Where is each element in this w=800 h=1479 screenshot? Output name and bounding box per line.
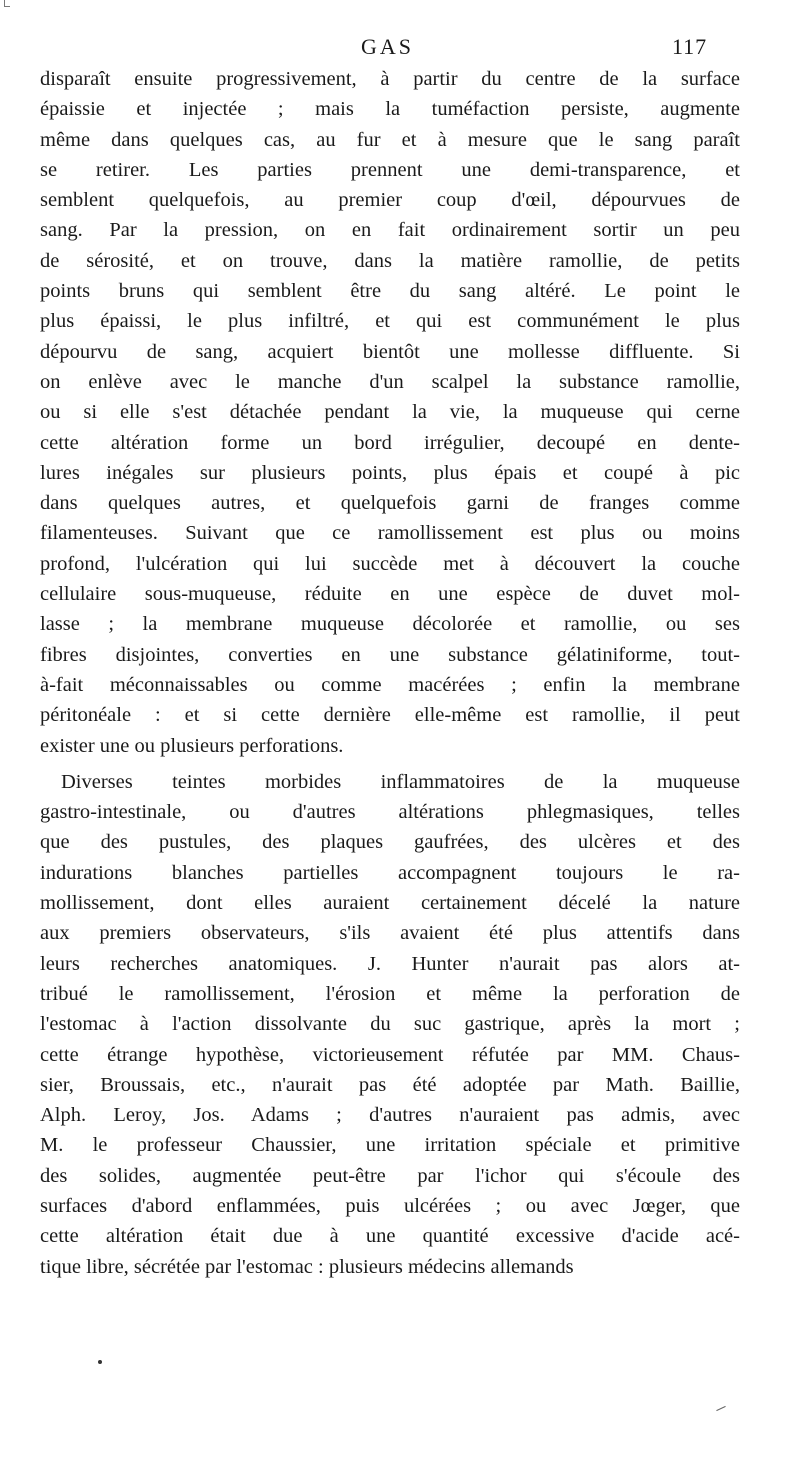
text-line: disparaît ensuite progressivement, à partir du centre de la surface — [40, 68, 740, 90]
text-line: cellulaire sous-muqueuse, réduite en une espèce de duvet mol- — [40, 583, 740, 606]
text-line: lasse ; la membrane muqueuse décolorée et ramollie, ou ses — [40, 613, 740, 636]
text-line: gastro-intestinale, ou d'autres altérations phlegmasiques, telles — [40, 801, 740, 824]
text-line: à-fait méconnaissables ou comme macérées ; enfin la membrane — [40, 673, 740, 696]
text-line: cette altération forme un bord irrégulier, decoupé en dente- — [40, 431, 740, 454]
ink-speck — [716, 1406, 725, 1411]
text-line: même dans quelques cas, au fur et à mesure que le sang paraît — [40, 128, 740, 151]
text-line: indurations blanches partielles accompagnent toujours le ra- — [40, 861, 740, 884]
text-line: sang. Par la pression, on en fait ordinairement sortir un peu — [40, 219, 740, 242]
body-text — [40, 64, 740, 1282]
text-line: aux premiers observateurs, s'ils avaient été plus attentifs dans — [40, 922, 740, 945]
ink-spot — [98, 1360, 102, 1364]
text-line: se retirer. Les parties prennent une demi-transparence, et — [40, 158, 740, 181]
text-line: semblent quelquefois, au premier coup d'œil, dépourvues de — [40, 189, 740, 212]
running-title: GAS — [361, 34, 415, 59]
text-line: que des pustules, des plaques gaufrées, des ulcères et des — [40, 831, 740, 854]
text-line: tique libre, sécrétée par l'estomac : plusieurs médecins allemands — [40, 1255, 574, 1278]
paragraph-1 — [40, 64, 740, 761]
text-line: ou si elle s'est détachée pendant la vie, la muqueuse qui cerne — [40, 401, 740, 424]
text-line: sier, Broussais, etc., n'aurait pas été adoptée par Math. Baillie, — [40, 1073, 740, 1096]
text-line: exister une ou plusieurs perforations. — [40, 734, 344, 757]
text-line: surfaces d'abord enflammées, puis ulcérées ; ou avec Jœger, que — [40, 1194, 740, 1217]
text-line: Diverses teintes morbides inflammatoires de la muqueuse — [61, 770, 740, 793]
text-line: leurs recherches anatomiques. J. Hunter n'aurait pas alors at- — [40, 952, 740, 975]
text-line: cette étrange hypothèse, victorieusement réfutée par MM. Chaus- — [40, 1043, 740, 1066]
running-head — [0, 34, 800, 64]
paragraph-2 — [40, 767, 740, 1282]
text-line: dans quelques autres, et quelquefois garni de franges comme — [40, 492, 740, 515]
text-line: Alph. Leroy, Jos. Adams ; d'autres n'auraient pas admis, avec — [40, 1104, 740, 1127]
page-number: 117 — [672, 34, 708, 59]
text-line: mollissement, dont elles auraient certainement décelé la nature — [40, 892, 740, 915]
text-line: lures inégales sur plusieurs points, plus épais et coupé à pic — [40, 461, 740, 484]
text-line: filamenteuses. Suivant que ce ramollissement est plus ou moins — [40, 522, 740, 545]
text-line: de sérosité, et on trouve, dans la matière ramollie, de petits — [40, 249, 740, 272]
text-line: profond, l'ulcération qui lui succède met à découvert la couche — [40, 552, 740, 575]
text-line: plus épaissi, le plus infiltré, et qui est communément le plus — [40, 310, 740, 333]
text-line: tribué le ramollissement, l'érosion et même la perforation de — [40, 982, 740, 1005]
text-line: cette altération était due à une quantité excessive d'acide acé- — [40, 1225, 740, 1248]
text-line: M. le professeur Chaussier, une irritation spéciale et primitive — [40, 1134, 740, 1157]
text-line: dépourvu de sang, acquiert bientôt une mollesse diffluente. Si — [40, 340, 740, 363]
text-line: fibres disjointes, converties en une substance gélatiniforme, tout- — [40, 643, 740, 666]
text-line: points bruns qui semblent être du sang altéré. Le point le — [40, 280, 740, 303]
text-line: péritonéale : et si cette dernière elle-même est ramollie, il peut — [40, 704, 740, 727]
text-line: on enlève avec le manche d'un scalpel la substance ramollie, — [40, 370, 740, 393]
corner-mark — [4, 0, 10, 7]
text-line: épaissie et injectée ; mais la tuméfaction persiste, augmente — [40, 98, 740, 121]
text-line: l'estomac à l'action dissolvante du suc gastrique, après la mort ; — [40, 1013, 740, 1036]
text-line: des solides, augmentée peut-être par l'ichor qui s'écoule des — [40, 1164, 740, 1187]
